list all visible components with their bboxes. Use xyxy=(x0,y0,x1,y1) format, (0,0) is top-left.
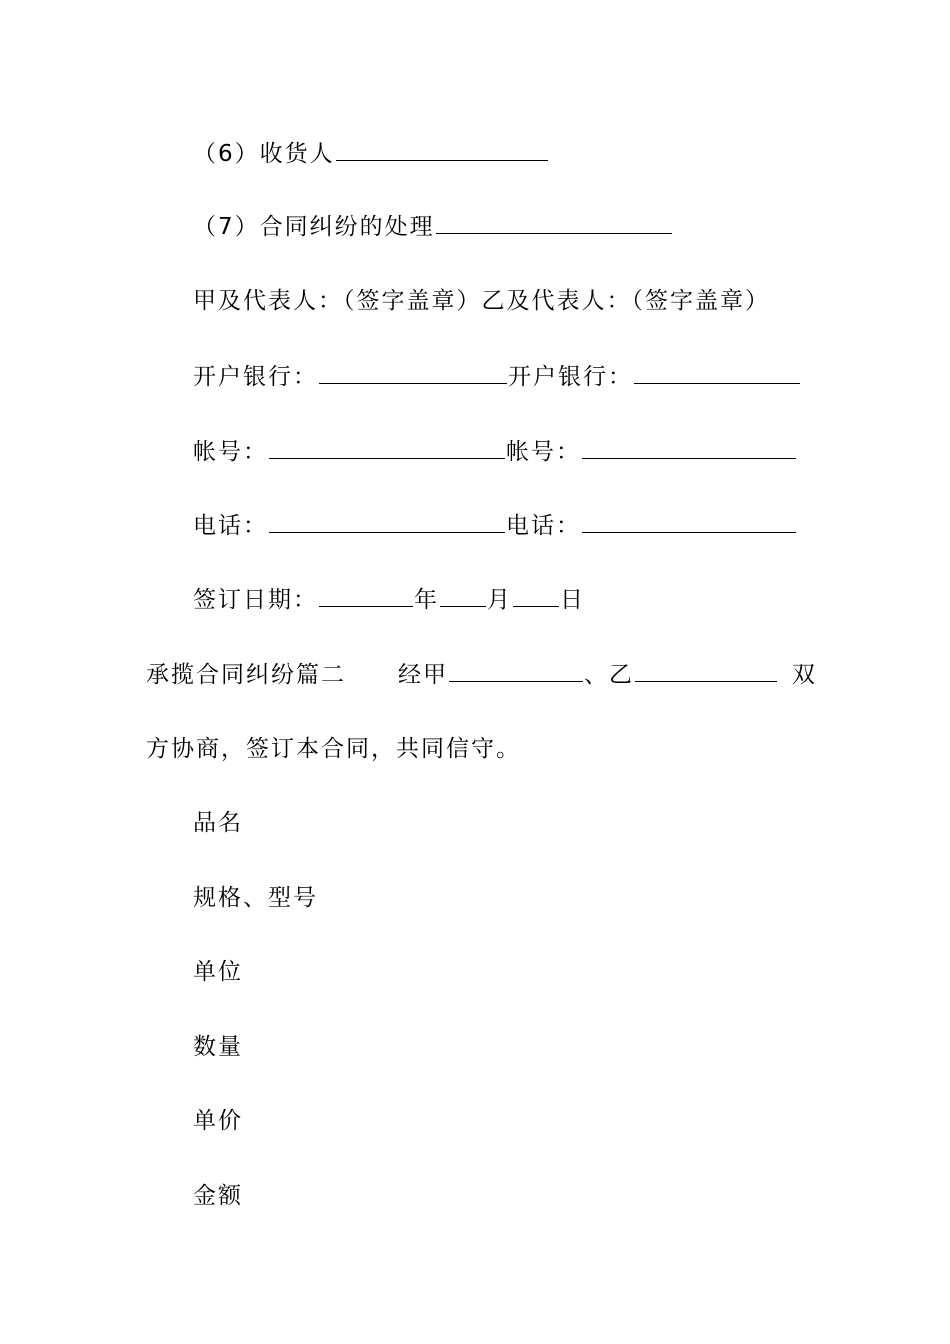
section-two-heading-line xyxy=(146,659,817,690)
bank-label-party-b: 开户银行： xyxy=(508,364,633,390)
account-line xyxy=(193,436,797,467)
signature-text: 甲及代表人：（签字盖章）乙及代表人：（签字盖章） xyxy=(193,288,770,314)
signing-date-line xyxy=(193,584,585,615)
phone-blank-party-a xyxy=(269,510,505,533)
field-spec-model: 规格、型号 xyxy=(193,885,318,911)
phone-blank-party-b xyxy=(582,510,796,533)
field-amount: 金额 xyxy=(193,1183,243,1209)
consignee-label: （6）收货人 xyxy=(193,141,335,167)
field-item-name: 品名 xyxy=(193,810,243,836)
intro-continuation-line xyxy=(146,734,521,764)
signature-line xyxy=(193,286,770,316)
bank-blank-party-a xyxy=(319,361,507,384)
account-label-party-a: 帐号： xyxy=(193,439,268,465)
dispute-handling-line xyxy=(193,211,673,242)
intro-party-a-label: 经甲 xyxy=(398,662,448,688)
bank-line xyxy=(193,361,801,392)
intro-continuation: 方协商，签订本合同，共同信守。 xyxy=(146,736,521,762)
field-quantity: 数量 xyxy=(193,1034,243,1060)
signing-date-label: 签订日期： xyxy=(193,587,318,613)
year-label: 年 xyxy=(414,587,439,613)
bank-label-party-a: 开户银行： xyxy=(193,364,318,390)
phone-label-party-a: 电话： xyxy=(193,513,268,539)
month-label: 月 xyxy=(487,587,512,613)
consignee-line xyxy=(193,138,549,169)
intro-both-label: 双 xyxy=(792,662,817,688)
year-blank xyxy=(319,584,413,607)
month-blank xyxy=(440,584,486,607)
consignee-blank xyxy=(336,138,548,161)
phone-line xyxy=(193,510,797,541)
bank-blank-party-b xyxy=(634,361,800,384)
party-b-blank xyxy=(635,659,777,682)
section-two-heading: 承揽合同纠纷篇二 xyxy=(146,662,346,688)
account-blank-party-a xyxy=(269,436,505,459)
account-label-party-b: 帐号： xyxy=(506,439,581,465)
dispute-handling-blank xyxy=(436,211,672,234)
dispute-handling-label: （7）合同纠纷的处理 xyxy=(193,214,435,240)
field-unit-price: 单价 xyxy=(193,1108,243,1134)
party-a-blank xyxy=(449,659,583,682)
intro-party-b-label: 、乙 xyxy=(584,662,634,688)
phone-label-party-b: 电话： xyxy=(506,513,581,539)
day-blank xyxy=(513,584,559,607)
account-blank-party-b xyxy=(582,436,796,459)
day-label: 日 xyxy=(560,587,585,613)
field-unit: 单位 xyxy=(193,959,243,985)
